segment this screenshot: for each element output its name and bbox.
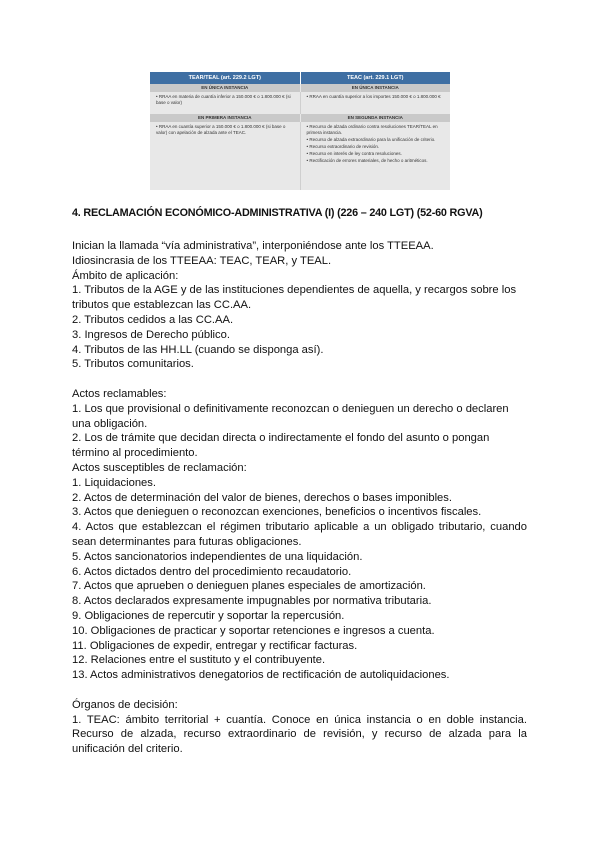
section-heading: 4. RECLAMACIÓN ECONÓMICO-ADMINISTRATIVA (I) (226 – 240 LGT) (52-60 RGVA) xyxy=(72,207,483,219)
table-cell-text: • Recurso extraordinario de revisión. xyxy=(306,144,380,149)
intro-line: Idiosincrasia de los TTEEAA: TEAC, TEAR, y TEAL. xyxy=(72,254,332,267)
intro-line: Ámbito de aplicación: xyxy=(72,269,179,282)
table-cell-text: • RRAA en cuantía superior a 150.000 € o 1.800.000 € (si base o valor) con apelación de alzada ante el TEAC. xyxy=(156,124,286,135)
susceptibles-item: 11. Obligaciones de expedir, entregar y rectificar facturas. xyxy=(72,639,358,652)
susceptibles-item: 6. Actos dictados dentro del procedimiento recaudatorio. xyxy=(72,565,352,578)
susceptibles-title: Actos susceptibles de reclamación: xyxy=(72,461,247,474)
ambito-item: 2. Tributos cedidos a las CC.AA. xyxy=(72,313,234,326)
table-cell-text: • Recurso de alzada extraordinario para la unificación de criterio. xyxy=(306,137,436,142)
instancias-table-image xyxy=(150,72,450,190)
organos-item: 1. TEAC: ámbito territorial + cuantía. Conoce en única instancia o en doble instancia. Recurso de alzada, recurso extraordinario de revisión, y recurso de alzada para la unificación del criterio. xyxy=(72,713,527,756)
ambito-item: 1. Tributos de la AGE y de las instituciones dependientes de aquella, y recargos sobre los tributos que establezcan las CC.AA. xyxy=(72,284,517,312)
table-header-tear: TEAR/TEAL (art. 229.2 LGT) xyxy=(150,72,300,84)
table-cell-text: • RRAA en materia de cuantía inferior a 150.000 € o 1.800.000 € (si base o valor) xyxy=(156,94,291,105)
susceptibles-item: 10. Obligaciones de practicar y soportar retenciones e ingresos a cuenta. xyxy=(72,624,435,637)
table-cell xyxy=(300,122,451,190)
spacer xyxy=(72,372,527,387)
reclamables-title: Actos reclamables: xyxy=(72,387,167,400)
table-label-unica-teac: EN ÚNICA INSTANCIA xyxy=(300,84,451,92)
document-body xyxy=(72,239,527,757)
reclamables-item: 2. Los de trámite que decidan directa o indirectamente el fondo del asunto o pongan término al procedimiento. xyxy=(72,432,490,460)
susceptibles-item: 1. Liquidaciones. xyxy=(72,476,156,489)
table-cell xyxy=(150,92,300,114)
ambito-item: 4. Tributos de las HH.LL (cuando se disponga así). xyxy=(72,343,324,356)
table-cell-text: • Recurso de alzada ordinario contra resoluciones TEAR/TEAL en primera instancia. xyxy=(306,124,438,135)
table-label-unica-tear: EN ÚNICA INSTANCIA xyxy=(150,84,300,92)
table-content-row-2 xyxy=(150,122,450,190)
spacer xyxy=(72,683,527,698)
intro-line: Inician la llamada “vía administrativa”, interponiéndose ante los TTEEAA. xyxy=(72,240,434,252)
table-label-primera: EN PRIMERA INSTANCIA xyxy=(150,114,300,122)
table-subheader-row-2 xyxy=(150,114,450,122)
susceptibles-item: 7. Actos que aprueben o denieguen planes especiales de amortización. xyxy=(72,580,426,593)
table-label-segunda: EN SEGUNDA INSTANCIA xyxy=(300,114,451,122)
susceptibles-item: 12. Relaciones entre el sustituto y el contribuyente. xyxy=(72,654,326,667)
organos-title: Órganos de decisión: xyxy=(72,698,178,711)
table-cell-text: • Recurso en interés de ley contra resoluciones. xyxy=(306,151,402,156)
table-cell xyxy=(300,92,451,114)
ambito-item: 3. Ingresos de Derecho público. xyxy=(72,328,230,341)
susceptibles-item: 2. Actos de determinación del valor de bienes, derechos o bases imponibles. xyxy=(72,491,452,504)
reclamables-item: 1. Los que provisional o definitivamente reconozcan o denieguen un derecho o declaren una obligación. xyxy=(72,402,509,430)
susceptibles-item: 5. Actos sancionatorios independientes de una liquidación. xyxy=(72,550,363,563)
susceptibles-item: 9. Obligaciones de repercutir y soportar la repercusión. xyxy=(72,609,345,622)
table-content-row-1 xyxy=(150,92,450,114)
table-cell-text: • RRAA en cuantía superior a los importes 150.000 € o 1.800.000 € xyxy=(306,94,441,99)
susceptibles-item: 4. Actos que establezcan el régimen tributario aplicable a un obligado tributario, cuando sean determinantes para futuras obligaciones. xyxy=(72,521,527,548)
table-header-row xyxy=(150,72,450,84)
susceptibles-item: 3. Actos que denieguen o reconozcan exenciones, beneficios o incentivos fiscales. xyxy=(72,506,482,519)
table-cell-text: • Rectificación de errores materiales, de hecho o aritméticos. xyxy=(306,158,428,163)
table-cell xyxy=(150,122,300,190)
susceptibles-item: 8. Actos declarados expresamente impugnables por normativa tributaria. xyxy=(72,595,432,608)
table-subheader-row-1 xyxy=(150,84,450,92)
ambito-item: 5. Tributos comunitarios. xyxy=(72,358,194,371)
susceptibles-item: 13. Actos administrativos denegatorios de rectificación de autoliquidaciones. xyxy=(72,669,450,682)
table-header-teac: TEAC (art. 229.1 LGT) xyxy=(300,72,451,84)
